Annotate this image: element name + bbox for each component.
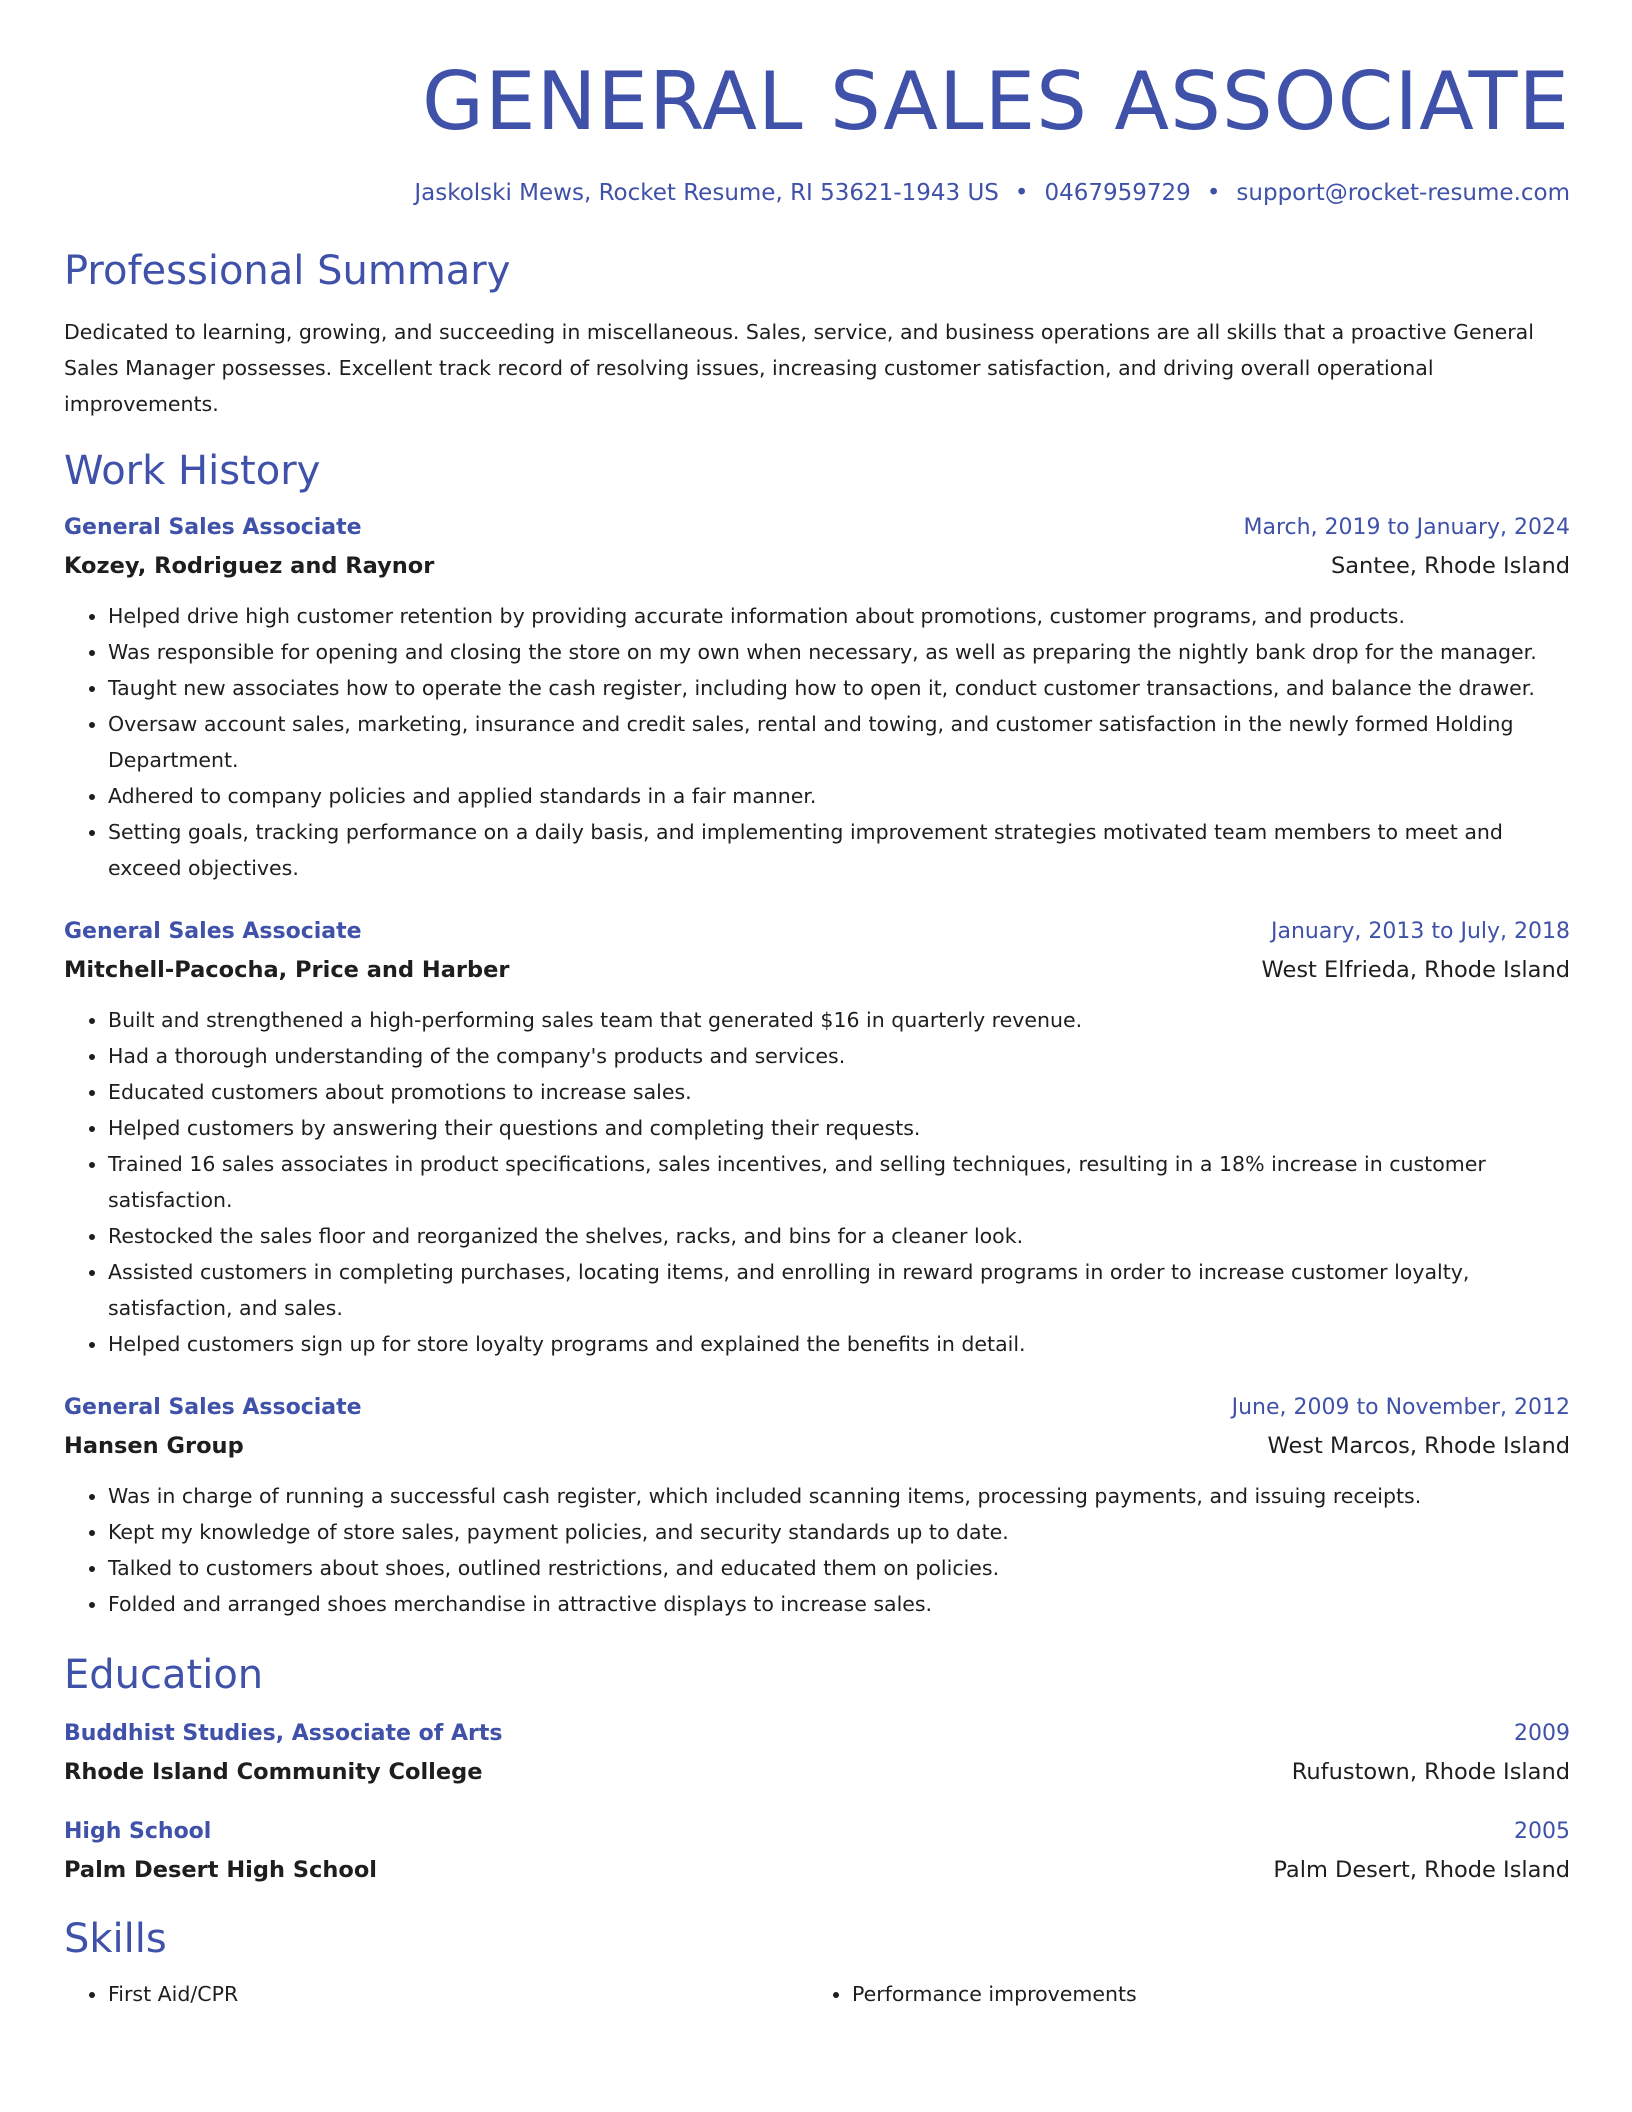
education-year: 2005 bbox=[1514, 1819, 1570, 1844]
education-degree: High School bbox=[64, 1819, 212, 1844]
job-role: General Sales Associate bbox=[64, 919, 362, 944]
job-company: Hansen Group bbox=[64, 1433, 244, 1459]
job-location: West Marcos, Rhode Island bbox=[1267, 1433, 1570, 1459]
list-item: • Performance improvements bbox=[852, 1976, 1552, 2012]
job-company: Kozey, Rodriguez and Raynor bbox=[64, 553, 435, 579]
contact-separator: • bbox=[1206, 180, 1221, 206]
skills-column-left bbox=[64, 1976, 808, 2012]
list-item: • Talked to customers about shoes, outlined restrictions, and educated them on policies. bbox=[108, 1550, 1570, 1586]
job-location: West Elfrieda, Rhode Island bbox=[1261, 957, 1570, 983]
job-bullets bbox=[64, 1478, 1570, 1622]
list-item: • Educated customers about promotions to increase sales. bbox=[108, 1074, 1570, 1110]
phone: 0467959729 bbox=[1044, 180, 1191, 206]
list-item: • Adhered to company policies and applied standards in a fair manner. bbox=[108, 778, 1570, 814]
education-school: Rhode Island Community College bbox=[64, 1759, 483, 1785]
skills-column-right bbox=[808, 1976, 1552, 2012]
job-dates: June, 2009 to November, 2012 bbox=[1231, 1395, 1570, 1420]
contact-line bbox=[64, 178, 1570, 208]
list-item: • Helped customers sign up for store loyalty programs and explained the benefits in detail. bbox=[108, 1326, 1570, 1362]
list-item: • First Aid/CPR bbox=[108, 1976, 808, 2012]
job-role: General Sales Associate bbox=[64, 515, 362, 540]
list-item: • Taught new associates how to operate the cash register, including how to open it, conduct customer transactions, and balance the drawer. bbox=[108, 670, 1570, 706]
list-item: • Was in charge of running a successful cash register, which included scanning items, processing payments, and issuing receipts. bbox=[108, 1478, 1570, 1514]
list-item: • Helped drive high customer retention by providing accurate information about promotions, customer programs, and products. bbox=[108, 598, 1570, 634]
education-year: 2009 bbox=[1514, 1721, 1570, 1746]
list-item: • Restocked the sales floor and reorganized the shelves, racks, and bins for a cleaner look. bbox=[108, 1218, 1570, 1254]
summary-text: Dedicated to learning, growing, and succeeding in miscellaneous. Sales, service, and business operations are all skills that a proactive General Sales Manager possesses. Excellent track record of resolving issues, increasing customer satisfaction, and driving overall operational improvements. bbox=[64, 320, 1534, 416]
job-company: Mitchell-Pacocha, Price and Harber bbox=[64, 957, 510, 983]
list-item: • Kept my knowledge of store sales, payment policies, and security standards up to date. bbox=[108, 1514, 1570, 1550]
job-bullets bbox=[64, 598, 1570, 886]
job-entry bbox=[64, 914, 1570, 1362]
resume-page bbox=[64, 0, 1570, 2012]
skills-list bbox=[64, 1976, 1570, 2012]
candidate-name: GENERAL SALES ASSOCIATE bbox=[422, 55, 1570, 148]
list-item: • Oversaw account sales, marketing, insurance and credit sales, rental and towing, and customer satisfaction in the newly formed Holding Department. bbox=[108, 706, 1570, 778]
job-dates: January, 2013 to July, 2018 bbox=[1271, 919, 1570, 944]
job-bullets bbox=[64, 1002, 1570, 1362]
list-item: • Built and strengthened a high-performing sales team that generated $16 in quarterly revenue. bbox=[108, 1002, 1570, 1038]
job-entry bbox=[64, 1390, 1570, 1622]
list-item: • Setting goals, tracking performance on a daily basis, and implementing improvement strategies motivated team members to meet and exceed objectives. bbox=[108, 814, 1570, 886]
education-location: Rufustown, Rhode Island bbox=[1291, 1759, 1570, 1785]
list-item: • Helped customers by answering their questions and completing their requests. bbox=[108, 1110, 1570, 1146]
list-item: • Trained 16 sales associates in product specifications, sales incentives, and selling techniques, resulting in a 18% increase in customer satisfaction. bbox=[108, 1146, 1570, 1218]
job-location: Santee, Rhode Island bbox=[1330, 553, 1570, 579]
contact-separator: • bbox=[1014, 180, 1029, 206]
education-entry bbox=[64, 1814, 1570, 1890]
email: support@rocket-resume.com bbox=[1236, 180, 1570, 206]
list-item: • Had a thorough understanding of the company's products and services. bbox=[108, 1038, 1570, 1074]
education-degree: Buddhist Studies, Associate of Arts bbox=[64, 1721, 503, 1746]
address: Jaskolski Mews, Rocket Resume, RI 53621-1943 US bbox=[414, 180, 999, 206]
job-entry bbox=[64, 510, 1570, 886]
skills-heading: Skills bbox=[64, 1916, 167, 1962]
work-history-heading: Work History bbox=[64, 448, 321, 494]
education-heading: Education bbox=[64, 1652, 264, 1698]
list-item: • Folded and arranged shoes merchandise in attractive displays to increase sales. bbox=[108, 1586, 1570, 1622]
education-school: Palm Desert High School bbox=[64, 1857, 378, 1883]
list-item: • Was responsible for opening and closing the store on my own when necessary, as well as preparing the nightly bank drop for the manager. bbox=[108, 634, 1570, 670]
education-entry bbox=[64, 1716, 1570, 1792]
summary-heading: Professional Summary bbox=[64, 248, 511, 294]
job-dates: March, 2019 to January, 2024 bbox=[1243, 515, 1570, 540]
education-location: Palm Desert, Rhode Island bbox=[1273, 1857, 1570, 1883]
list-item: • Assisted customers in completing purchases, locating items, and enrolling in reward programs in order to increase customer loyalty, satisfaction, and sales. bbox=[108, 1254, 1570, 1326]
job-role: General Sales Associate bbox=[64, 1395, 362, 1420]
